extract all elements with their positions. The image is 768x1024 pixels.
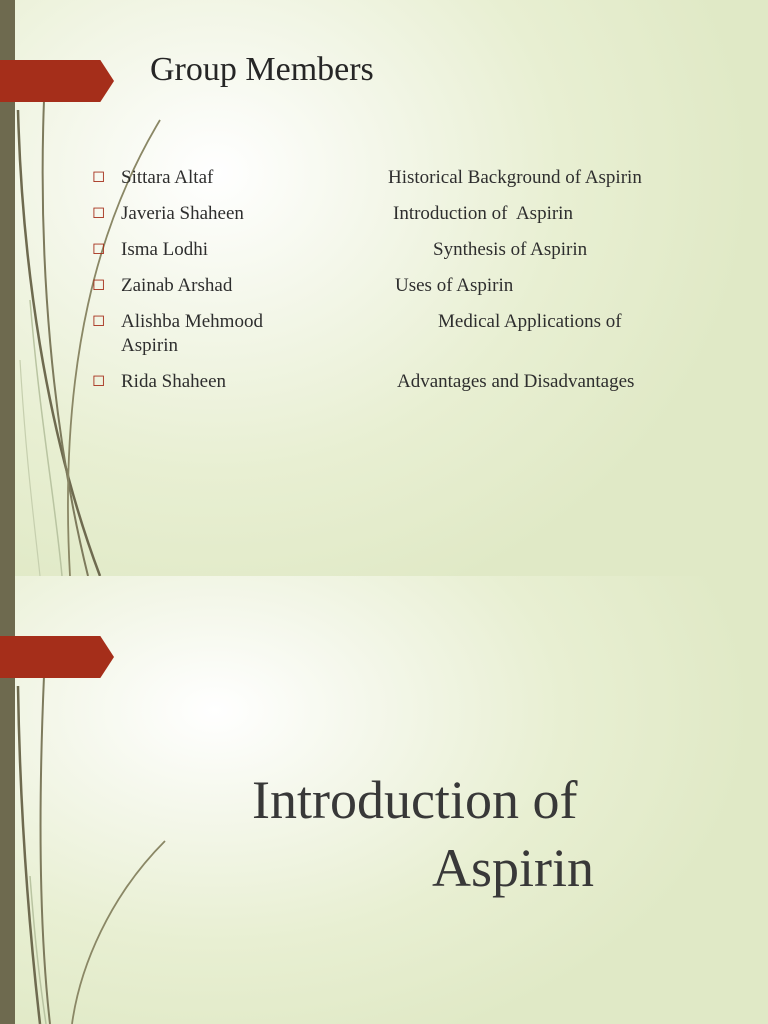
list-item bbox=[92, 166, 692, 190]
slide-title: Group Members bbox=[150, 51, 374, 88]
member-name: Rida Shaheen bbox=[121, 371, 227, 392]
title-arrow-tab bbox=[0, 60, 114, 102]
square-outline-bullet-icon: ◻ bbox=[92, 168, 106, 185]
title-arrow-tab bbox=[0, 636, 114, 678]
group-members-list bbox=[92, 166, 692, 406]
square-outline-bullet-icon: ◻ bbox=[92, 312, 106, 329]
list-item bbox=[92, 202, 692, 226]
list-item bbox=[92, 274, 692, 298]
member-name: Sittara Altaf bbox=[121, 167, 214, 188]
section-title-line1: Introduction of bbox=[252, 770, 578, 830]
member-topic: Introduction of Aspirin bbox=[393, 203, 573, 224]
member-name: Isma Lodhi bbox=[121, 239, 209, 260]
section-title-line2: Aspirin bbox=[432, 838, 594, 898]
section-title bbox=[252, 766, 672, 902]
member-topic: Medical Applications of bbox=[438, 311, 622, 332]
list-item bbox=[92, 238, 692, 262]
member-name: Alishba Mehmood bbox=[121, 311, 263, 332]
member-topic: Uses of Aspirin bbox=[395, 275, 514, 296]
member-topic: Synthesis of Aspirin bbox=[433, 239, 588, 260]
list-item bbox=[92, 310, 692, 358]
list-item bbox=[92, 370, 692, 394]
square-outline-bullet-icon: ◻ bbox=[92, 276, 106, 293]
slide-introduction bbox=[0, 576, 768, 1024]
square-outline-bullet-icon: ◻ bbox=[92, 240, 106, 257]
member-name: Zainab Arshad bbox=[121, 275, 233, 296]
member-topic-continuation: Aspirin bbox=[121, 335, 178, 356]
member-topic: Advantages and Disadvantages bbox=[397, 371, 635, 392]
member-name: Javeria Shaheen bbox=[121, 203, 244, 224]
square-outline-bullet-icon: ◻ bbox=[92, 372, 106, 389]
member-topic: Historical Background of Aspirin bbox=[388, 167, 642, 188]
square-outline-bullet-icon: ◻ bbox=[92, 204, 106, 221]
